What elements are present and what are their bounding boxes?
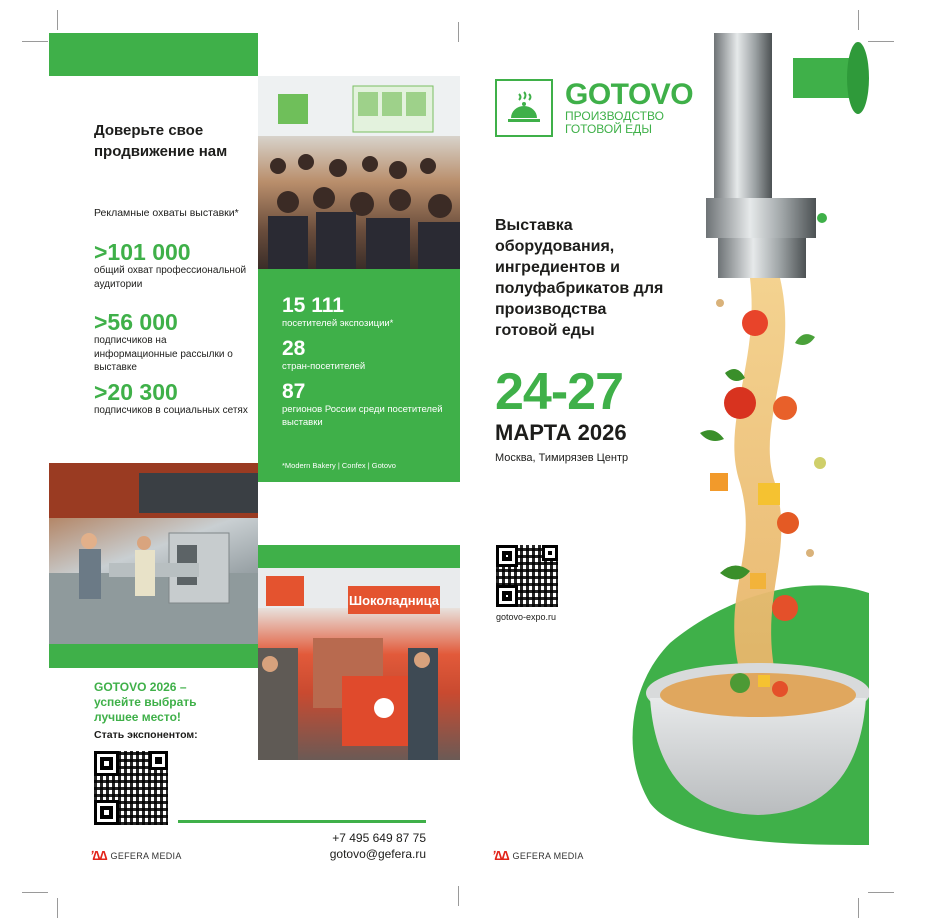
- food-production-illustration: [610, 33, 869, 845]
- gefera-media-logo: [492, 848, 584, 863]
- gefera-mark-icon: ʼ∆∆: [492, 848, 509, 863]
- become-exhibitor-label: Стать экспонентом:: [94, 729, 198, 741]
- exhibition-headline: Выставка оборудования, ингредиентов и полуфабрикатов для производства готовой еды: [495, 217, 664, 339]
- card-stat-description: стран-посетителей: [282, 361, 366, 372]
- booth-photo: [258, 568, 460, 760]
- promo-heading: Доверьте свое продвижение нам: [94, 122, 228, 160]
- card-stat-value: 87: [282, 380, 306, 403]
- website-link[interactable]: gotovo-expo.ru: [496, 612, 557, 622]
- crop-mark: [458, 886, 459, 906]
- crop-mark: [868, 892, 894, 893]
- cta-text: GOTOVO 2026 – успейте выбрать лучшее место!: [94, 680, 197, 724]
- event-month-year: МАРТА 2026: [495, 420, 627, 445]
- crop-mark: [858, 10, 859, 30]
- website-qr-code[interactable]: [496, 545, 558, 607]
- conference-hall-photo: [258, 76, 460, 269]
- card-stat-value: 28: [282, 337, 306, 360]
- booth-illustration: [258, 568, 460, 760]
- card-stat-description: регионов России среди посетителей выставки: [282, 404, 443, 428]
- stat-block: [94, 240, 249, 291]
- booth-sign-text: Шоколадница: [349, 593, 439, 608]
- logo-name: GOTOVO: [565, 78, 694, 111]
- card-footnote: *Modern Bakery | Confex | Gotovo: [282, 461, 396, 470]
- stat-block: [94, 310, 249, 375]
- visitor-stats-card: [258, 269, 460, 482]
- contact-block: [300, 830, 426, 862]
- crop-mark: [22, 892, 48, 893]
- top-green-bar: [49, 33, 258, 76]
- gefera-logo-text: GEFERA MEDIA: [512, 850, 584, 861]
- logo-subtitle: ГОТОВОЙ ЕДЫ: [565, 122, 652, 136]
- exhibitor-qr-code[interactable]: [94, 751, 168, 825]
- stat-block: [94, 380, 249, 418]
- crop-mark: [458, 22, 459, 42]
- event-venue: Москва, Тимирязев Центр: [495, 452, 629, 464]
- logo-subtitle: ПРОИЗВОДСТВО: [565, 109, 664, 123]
- green-strip: [49, 644, 258, 668]
- email-address[interactable]: gotovo@gefera.ru: [329, 847, 426, 861]
- stat-value: >101 000: [94, 239, 191, 265]
- gefera-logo-text: GEFERA MEDIA: [110, 850, 182, 861]
- card-stat-value: 15 111: [282, 294, 344, 317]
- reach-intro: Рекламные охваты выставки*: [94, 207, 239, 219]
- gefera-mark-icon: ʼ∆∆: [90, 848, 107, 863]
- conference-hall-illustration: [258, 76, 460, 269]
- cloche-icon: [495, 79, 553, 137]
- crop-mark: [22, 41, 48, 42]
- crop-mark: [858, 898, 859, 918]
- equipment-photo: [49, 463, 258, 644]
- crop-mark: [868, 41, 894, 42]
- green-strip: [258, 545, 460, 568]
- dispenser-pipe: [714, 33, 772, 203]
- stat-value: >56 000: [94, 309, 178, 335]
- phone-number[interactable]: +7 495 649 87 75: [332, 831, 426, 845]
- crop-mark: [57, 10, 58, 30]
- stat-description: подписчиков на информационные рассылки о выставке: [94, 335, 233, 373]
- gefera-media-logo: [90, 848, 182, 863]
- card-stat-description: посетителей экспозиции*: [282, 318, 394, 329]
- green-divider: [178, 820, 426, 823]
- stat-value: >20 300: [94, 379, 178, 405]
- event-dates: 24-27: [495, 363, 623, 421]
- stat-description: подписчиков в социальных сетях: [94, 405, 248, 416]
- stat-description: общий охват профессиональной аудитории: [94, 265, 247, 290]
- crop-mark: [57, 898, 58, 918]
- equipment-illustration: [49, 463, 258, 644]
